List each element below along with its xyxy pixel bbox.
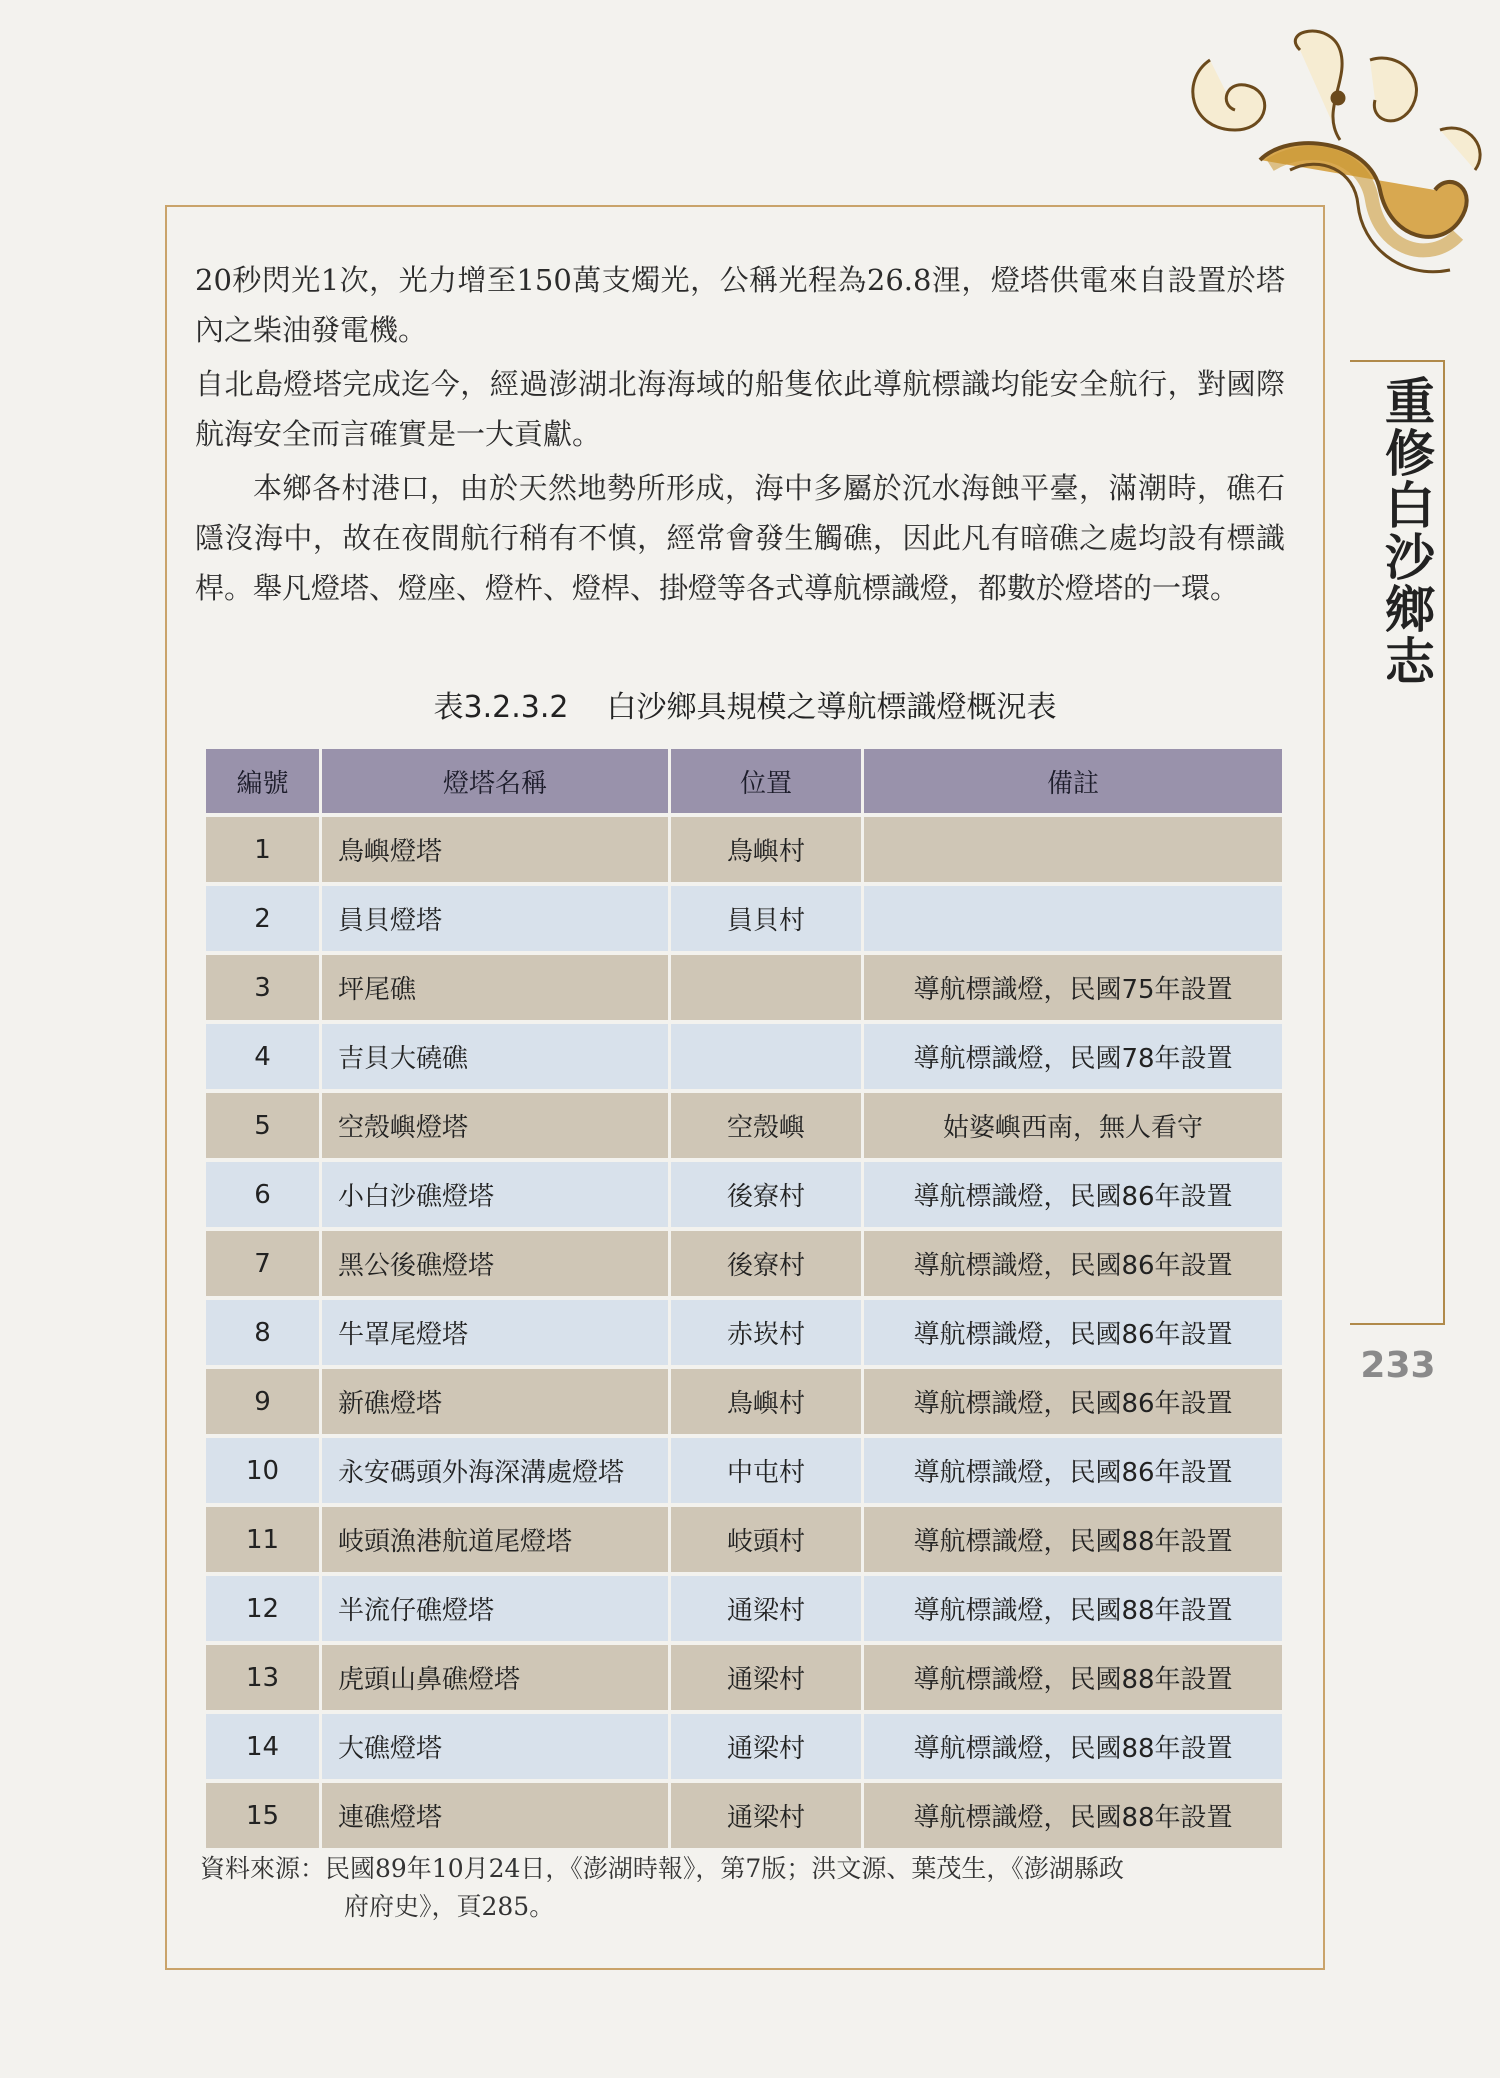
- cell-note: 導航標識燈，民國88年設置: [864, 1783, 1282, 1848]
- cell-note: [864, 817, 1282, 882]
- cell-note: 導航標識燈，民國86年設置: [864, 1231, 1282, 1296]
- cell-location: 空殼嶼: [671, 1093, 861, 1158]
- table-number: 表3.2.3.2: [433, 690, 569, 725]
- cell-location: 岐頭村: [671, 1507, 861, 1572]
- table-row: [206, 817, 1282, 882]
- cell-location: 通梁村: [671, 1645, 861, 1710]
- cell-note: 姑婆嶼西南，無人看守: [864, 1093, 1282, 1158]
- header-note: 備註: [864, 749, 1282, 813]
- table-caption: [200, 682, 1290, 726]
- cell-number: 7: [206, 1231, 319, 1296]
- cell-location: 赤崁村: [671, 1300, 861, 1365]
- cell-name: 吉貝大磽礁: [322, 1024, 668, 1089]
- table-row: [206, 1714, 1282, 1779]
- paragraph-1: 20秒閃光1次，光力增至150萬支燭光，公稱光程為26.8浬，燈塔供電來自設置於塔內之柴油發電機。: [195, 263, 1285, 347]
- cell-location: 鳥嶼村: [671, 817, 861, 882]
- cell-name: 牛罩尾燈塔: [322, 1300, 668, 1365]
- cell-location: [671, 955, 861, 1020]
- cell-note: [864, 886, 1282, 951]
- source-line-2: 府府史》，頁285。: [344, 1892, 555, 1921]
- header-name: 燈塔名稱: [322, 749, 668, 813]
- cell-number: 3: [206, 955, 319, 1020]
- cell-name: 半流仔礁燈塔: [322, 1576, 668, 1641]
- header-location: 位置: [671, 749, 861, 813]
- cell-note: 導航標識燈，民國88年設置: [864, 1645, 1282, 1710]
- cell-note: 導航標識燈，民國86年設置: [864, 1369, 1282, 1434]
- cell-note: 導航標識燈，民國86年設置: [864, 1300, 1282, 1365]
- cell-note: 導航標識燈，民國78年設置: [864, 1024, 1282, 1089]
- cell-name: 連礁燈塔: [322, 1783, 668, 1848]
- header-number: 編號: [206, 749, 319, 813]
- paragraph-3: 本鄉各村港口，由於天然地勢所形成，海中多屬於沉水海蝕平臺，滿潮時，礁石隱沒海中，故在夜間航行稍有不慎，經常會發生觸礁，因此凡有暗礁之處均設有標識桿。舉凡燈塔、燈座、燈杵、燈桿、掛燈等各式導航標識燈，都數於燈塔的一環。: [195, 471, 1285, 605]
- cell-location: 員貝村: [671, 886, 861, 951]
- cell-number: 9: [206, 1369, 319, 1434]
- cell-number: 6: [206, 1162, 319, 1227]
- cell-name: 空殼嶼燈塔: [322, 1093, 668, 1158]
- paragraph-2: 自北島燈塔完成迄今，經過澎湖北海海域的船隻依此導航標識均能安全航行，對國際航海安全而言確實是一大貢獻。: [195, 367, 1285, 451]
- cell-number: 1: [206, 817, 319, 882]
- cell-number: 12: [206, 1576, 319, 1641]
- cell-number: 10: [206, 1438, 319, 1503]
- cell-note: 導航標識燈，民國86年設置: [864, 1438, 1282, 1503]
- table-row: [206, 1645, 1282, 1710]
- table-row: [206, 1507, 1282, 1572]
- cell-name: 永安碼頭外海深溝處燈塔: [322, 1438, 668, 1503]
- cell-name: 鳥嶼燈塔: [322, 817, 668, 882]
- cell-note: 導航標識燈，民國86年設置: [864, 1162, 1282, 1227]
- cell-name: 虎頭山鼻礁燈塔: [322, 1645, 668, 1710]
- table-row: [206, 1576, 1282, 1641]
- cell-name: 黑公後礁燈塔: [322, 1231, 668, 1296]
- cell-location: [671, 1024, 861, 1089]
- cell-location: 鳥嶼村: [671, 1369, 861, 1434]
- book-title-vertical: 重修白沙鄉志: [1377, 375, 1436, 687]
- cell-number: 2: [206, 886, 319, 951]
- body-text: [195, 255, 1285, 617]
- cell-note: 導航標識燈，民國88年設置: [864, 1576, 1282, 1641]
- source-note: [200, 1850, 1280, 1926]
- cell-number: 5: [206, 1093, 319, 1158]
- table-row: [206, 1231, 1282, 1296]
- cell-name: 新礁燈塔: [322, 1369, 668, 1434]
- table-row: [206, 886, 1282, 951]
- table-row: [206, 1024, 1282, 1089]
- cell-number: 15: [206, 1783, 319, 1848]
- page-number: 233: [1360, 1345, 1436, 1386]
- cell-name: 大礁燈塔: [322, 1714, 668, 1779]
- table-title: 白沙鄉具規模之導航標識燈概況表: [606, 690, 1057, 725]
- table-row: [206, 1783, 1282, 1848]
- cell-location: 中屯村: [671, 1438, 861, 1503]
- cell-location: 後寮村: [671, 1162, 861, 1227]
- cell-location: 後寮村: [671, 1231, 861, 1296]
- cell-location: 通梁村: [671, 1576, 861, 1641]
- cell-location: 通梁村: [671, 1783, 861, 1848]
- table-row: [206, 1438, 1282, 1503]
- cell-name: 員貝燈塔: [322, 886, 668, 951]
- table-header-row: [206, 749, 1282, 813]
- cell-number: 13: [206, 1645, 319, 1710]
- cell-name: 小白沙礁燈塔: [322, 1162, 668, 1227]
- cell-note: 導航標識燈，民國88年設置: [864, 1507, 1282, 1572]
- table-row: [206, 1300, 1282, 1365]
- table-row: [206, 1093, 1282, 1158]
- cell-number: 14: [206, 1714, 319, 1779]
- cell-name: 岐頭漁港航道尾燈塔: [322, 1507, 668, 1572]
- table-row: [206, 1369, 1282, 1434]
- table-row: [206, 1162, 1282, 1227]
- cell-note: 導航標識燈，民國88年設置: [864, 1714, 1282, 1779]
- table-row: [206, 955, 1282, 1020]
- lighthouse-table: [203, 745, 1285, 1852]
- cell-location: 通梁村: [671, 1714, 861, 1779]
- source-line-1: 資料來源：民國89年10月24日，《澎湖時報》，第7版；洪文源、葉茂生，《澎湖縣政: [200, 1854, 1124, 1883]
- cell-number: 4: [206, 1024, 319, 1089]
- cell-number: 8: [206, 1300, 319, 1365]
- cell-name: 坪尾礁: [322, 955, 668, 1020]
- cell-number: 11: [206, 1507, 319, 1572]
- cell-note: 導航標識燈，民國75年設置: [864, 955, 1282, 1020]
